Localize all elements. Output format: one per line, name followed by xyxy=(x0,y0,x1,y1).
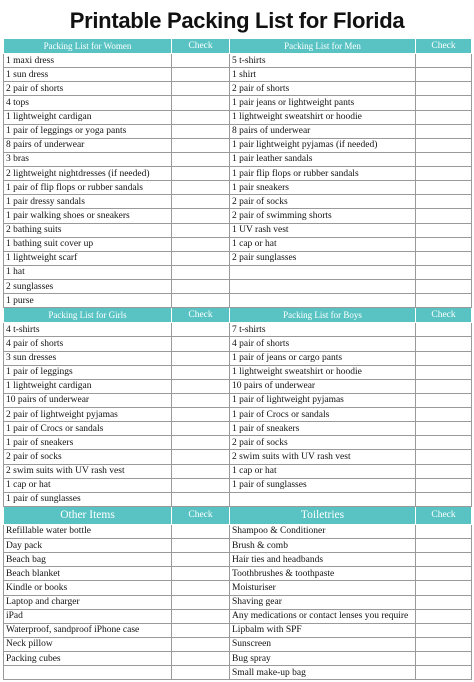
check-cell[interactable] xyxy=(416,237,472,251)
check-cell[interactable] xyxy=(172,595,230,609)
check-cell[interactable] xyxy=(172,209,230,223)
check-cell[interactable] xyxy=(172,581,230,595)
check-cell[interactable] xyxy=(416,666,472,680)
list-item: 1 sun dress xyxy=(4,68,172,82)
list-item: 1 pair of Crocs or sandals xyxy=(230,408,416,422)
check-cell[interactable] xyxy=(416,567,472,581)
check-cell[interactable] xyxy=(416,539,472,553)
list-row xyxy=(4,167,472,181)
list-item: Refillable water bottle xyxy=(4,524,172,538)
list-item: Packing cubes xyxy=(4,652,172,666)
check-cell[interactable] xyxy=(416,408,472,422)
check-cell[interactable] xyxy=(416,351,472,365)
check-cell[interactable] xyxy=(416,138,472,152)
check-cell[interactable] xyxy=(172,223,230,237)
list-row xyxy=(4,237,472,251)
list-item: Shaving gear xyxy=(230,595,416,609)
list-item: Moisturiser xyxy=(230,581,416,595)
list-item: 1 pair lightweight pyjamas (if needed) xyxy=(230,138,416,152)
list-item: 1 maxi dress xyxy=(4,54,172,68)
list-item: 1 UV rash vest xyxy=(230,223,416,237)
check-cell[interactable] xyxy=(172,637,230,651)
list-row xyxy=(4,152,472,166)
list-item: 2 pair of shorts xyxy=(230,82,416,96)
check-cell[interactable] xyxy=(172,195,230,209)
list-item: 1 shirt xyxy=(230,68,416,82)
list-item: Laptop and charger xyxy=(4,595,172,609)
check-cell[interactable] xyxy=(172,167,230,181)
list-item: 1 pair walking shoes or sneakers xyxy=(4,209,172,223)
check-cell[interactable] xyxy=(416,581,472,595)
check-cell[interactable] xyxy=(172,609,230,623)
list-item: Beach bag xyxy=(4,553,172,567)
check-cell[interactable] xyxy=(172,138,230,152)
list-row xyxy=(4,609,472,623)
list-row xyxy=(4,478,472,492)
check-cell[interactable] xyxy=(416,379,472,393)
list-row xyxy=(4,209,472,223)
check-cell[interactable] xyxy=(416,422,472,436)
check-column-header: Check xyxy=(172,506,230,524)
list-item: 2 pair of shorts xyxy=(4,82,172,96)
list-item: 2 pair of socks xyxy=(4,450,172,464)
left-section-header: Other Items xyxy=(4,506,172,524)
check-cell[interactable] xyxy=(416,82,472,96)
check-cell[interactable] xyxy=(172,567,230,581)
list-item: Sunscreen xyxy=(230,637,416,651)
check-cell[interactable] xyxy=(172,450,230,464)
left-section-header: Packing List for Girls xyxy=(4,308,172,323)
check-cell[interactable] xyxy=(416,524,472,538)
list-row xyxy=(4,323,472,337)
list-item: 2 lightweight nightdresses (if needed) xyxy=(4,167,172,181)
check-cell[interactable] xyxy=(172,110,230,124)
check-cell[interactable] xyxy=(416,181,472,195)
list-item: 1 cap or hat xyxy=(230,237,416,251)
list-item: 1 pair of sunglasses xyxy=(230,478,416,492)
list-item xyxy=(4,666,172,680)
list-row xyxy=(4,652,472,666)
list-item: 4 pair of shorts xyxy=(4,337,172,351)
list-row xyxy=(4,265,472,279)
list-item: 1 pair of leggings xyxy=(4,365,172,379)
list-item: 10 pairs of underwear xyxy=(230,379,416,393)
check-cell[interactable] xyxy=(416,110,472,124)
list-item: 1 pair of flip flops or rubber sandals xyxy=(4,181,172,195)
list-item: 8 pairs of underwear xyxy=(4,138,172,152)
list-item: 2 pair sunglasses xyxy=(230,251,416,265)
check-cell[interactable] xyxy=(416,450,472,464)
list-item: 1 pair of jeans or cargo pants xyxy=(230,351,416,365)
list-row xyxy=(4,539,472,553)
list-row xyxy=(4,408,472,422)
check-cell[interactable] xyxy=(172,492,230,506)
list-item: Shampoo & Conditioner xyxy=(230,524,416,538)
check-cell[interactable] xyxy=(172,323,230,337)
list-item: 2 pair of socks xyxy=(230,436,416,450)
check-cell[interactable] xyxy=(416,209,472,223)
list-item: 3 sun dresses xyxy=(4,351,172,365)
list-row xyxy=(4,436,472,450)
list-item: Brush & comb xyxy=(230,539,416,553)
list-item: 1 pair dressy sandals xyxy=(4,195,172,209)
list-item: Day pack xyxy=(4,539,172,553)
check-cell[interactable] xyxy=(416,553,472,567)
list-item: 1 pair of sunglasses xyxy=(4,492,172,506)
check-cell[interactable] xyxy=(416,68,472,82)
check-column-header: Check xyxy=(172,39,230,54)
check-cell[interactable] xyxy=(416,623,472,637)
list-item: 7 t-shirts xyxy=(230,323,416,337)
section-header-row xyxy=(4,308,472,323)
check-cell[interactable] xyxy=(416,637,472,651)
check-cell[interactable] xyxy=(172,351,230,365)
check-cell[interactable] xyxy=(172,652,230,666)
list-row xyxy=(4,82,472,96)
list-item: 4 pair of shorts xyxy=(230,337,416,351)
list-row xyxy=(4,422,472,436)
list-item: 4 tops xyxy=(4,96,172,110)
check-cell[interactable] xyxy=(416,609,472,623)
check-cell[interactable] xyxy=(172,82,230,96)
list-item: 1 lightweight sweatshirt or hoodie xyxy=(230,110,416,124)
list-row xyxy=(4,294,472,308)
check-cell[interactable] xyxy=(416,337,472,351)
list-row xyxy=(4,666,472,680)
list-row xyxy=(4,492,472,506)
list-item: 4 t-shirts xyxy=(4,323,172,337)
list-item: 1 purse xyxy=(4,294,172,308)
check-cell[interactable] xyxy=(172,265,230,279)
list-row xyxy=(4,524,472,538)
check-cell[interactable] xyxy=(416,265,472,279)
list-item: 1 lightweight cardigan xyxy=(4,379,172,393)
list-row xyxy=(4,379,472,393)
list-item xyxy=(230,492,416,506)
check-cell[interactable] xyxy=(172,54,230,68)
list-item: 1 pair leather sandals xyxy=(230,152,416,166)
check-cell[interactable] xyxy=(172,251,230,265)
list-item: 1 bathing suit cover up xyxy=(4,237,172,251)
check-cell[interactable] xyxy=(416,492,472,506)
list-row xyxy=(4,567,472,581)
check-cell[interactable] xyxy=(172,393,230,407)
list-row xyxy=(4,54,472,68)
check-column-header: Check xyxy=(416,39,472,54)
check-cell[interactable] xyxy=(416,251,472,265)
list-item: 8 pairs of underwear xyxy=(230,124,416,138)
packing-list-table xyxy=(3,38,472,680)
check-cell[interactable] xyxy=(416,280,472,294)
check-cell[interactable] xyxy=(416,323,472,337)
list-item: 1 lightweight sweatshirt or hoodie xyxy=(230,365,416,379)
list-item: 1 hat xyxy=(4,265,172,279)
check-cell[interactable] xyxy=(416,167,472,181)
list-row xyxy=(4,393,472,407)
check-cell[interactable] xyxy=(172,237,230,251)
list-item: Toothbrushes & toothpaste xyxy=(230,567,416,581)
list-item: 2 bathing suits xyxy=(4,223,172,237)
list-item: 2 pair of swimming shorts xyxy=(230,209,416,223)
check-cell[interactable] xyxy=(416,152,472,166)
list-item: 1 lightweight scarf xyxy=(4,251,172,265)
check-cell[interactable] xyxy=(172,68,230,82)
list-item: 2 swim suits with UV rash vest xyxy=(4,464,172,478)
list-row xyxy=(4,68,472,82)
list-row xyxy=(4,553,472,567)
check-cell[interactable] xyxy=(172,379,230,393)
list-item: 1 pair jeans or lightweight pants xyxy=(230,96,416,110)
list-row xyxy=(4,464,472,478)
check-cell[interactable] xyxy=(172,408,230,422)
check-cell[interactable] xyxy=(416,294,472,308)
check-cell[interactable] xyxy=(172,436,230,450)
list-row xyxy=(4,124,472,138)
list-item: 1 pair of Crocs or sandals xyxy=(4,422,172,436)
list-row xyxy=(4,637,472,651)
list-item: 1 pair sneakers xyxy=(230,181,416,195)
list-item: Hair ties and headbands xyxy=(230,553,416,567)
list-item: Waterproof, sandproof iPhone case xyxy=(4,623,172,637)
check-cell[interactable] xyxy=(416,464,472,478)
check-cell[interactable] xyxy=(172,553,230,567)
list-row xyxy=(4,280,472,294)
list-row xyxy=(4,251,472,265)
list-item: Bug spray xyxy=(230,652,416,666)
list-item: 2 pair of socks xyxy=(230,195,416,209)
list-item: 1 pair of sneakers xyxy=(230,422,416,436)
check-column-header: Check xyxy=(172,308,230,323)
left-section-header: Packing List for Women xyxy=(4,39,172,54)
check-cell[interactable] xyxy=(172,96,230,110)
check-cell[interactable] xyxy=(416,478,472,492)
list-row xyxy=(4,595,472,609)
list-item: 3 bras xyxy=(4,152,172,166)
list-row xyxy=(4,181,472,195)
list-item: 1 cap or hat xyxy=(230,464,416,478)
check-cell[interactable] xyxy=(172,524,230,538)
list-row xyxy=(4,365,472,379)
check-cell[interactable] xyxy=(416,436,472,450)
check-cell[interactable] xyxy=(172,181,230,195)
list-item: Kindle or books xyxy=(4,581,172,595)
check-cell[interactable] xyxy=(172,422,230,436)
list-item: Any medications or contact lenses you require xyxy=(230,609,416,623)
list-row xyxy=(4,96,472,110)
list-item: 5 t-shirts xyxy=(230,54,416,68)
check-cell[interactable] xyxy=(172,365,230,379)
check-column-header: Check xyxy=(416,308,472,323)
check-cell[interactable] xyxy=(416,652,472,666)
list-item xyxy=(230,265,416,279)
right-section-header: Toiletries xyxy=(230,506,416,524)
check-cell[interactable] xyxy=(416,54,472,68)
list-item: Lipbalm with SPF xyxy=(230,623,416,637)
section-header-row xyxy=(4,506,472,524)
list-row xyxy=(4,581,472,595)
check-cell[interactable] xyxy=(416,223,472,237)
list-row xyxy=(4,623,472,637)
check-cell[interactable] xyxy=(416,124,472,138)
check-cell[interactable] xyxy=(172,280,230,294)
list-row xyxy=(4,351,472,365)
list-item: 1 lightweight cardigan xyxy=(4,110,172,124)
check-cell[interactable] xyxy=(416,96,472,110)
list-item: 2 pair of lightweight pyjamas xyxy=(4,408,172,422)
list-item: 1 pair of sneakers xyxy=(4,436,172,450)
list-item: 1 pair of lightweight pyjamas xyxy=(230,393,416,407)
list-item: Neck pillow xyxy=(4,637,172,651)
check-cell[interactable] xyxy=(416,393,472,407)
check-cell[interactable] xyxy=(416,195,472,209)
check-cell[interactable] xyxy=(172,478,230,492)
list-row xyxy=(4,110,472,124)
list-item: 2 swim suits with UV rash vest xyxy=(230,450,416,464)
check-cell[interactable] xyxy=(172,152,230,166)
right-section-header: Packing List for Boys xyxy=(230,308,416,323)
page-title: Printable Packing List for Florida xyxy=(69,8,405,33)
check-cell[interactable] xyxy=(172,623,230,637)
check-column-header: Check xyxy=(416,506,472,524)
check-cell[interactable] xyxy=(172,294,230,308)
list-item: Beach blanket xyxy=(4,567,172,581)
check-cell[interactable] xyxy=(172,539,230,553)
right-section-header: Packing List for Men xyxy=(230,39,416,54)
list-item: iPad xyxy=(4,609,172,623)
list-row xyxy=(4,138,472,152)
list-row xyxy=(4,450,472,464)
section-header-row xyxy=(4,39,472,54)
list-item xyxy=(230,280,416,294)
list-item: 1 cap or hat xyxy=(4,478,172,492)
list-item: Small make-up bag xyxy=(230,666,416,680)
check-cell[interactable] xyxy=(172,337,230,351)
list-item: 10 pairs of underwear xyxy=(4,393,172,407)
list-item: 1 pair of leggings or yoga pants xyxy=(4,124,172,138)
list-item: 1 pair flip flops or rubber sandals xyxy=(230,167,416,181)
list-row xyxy=(4,337,472,351)
check-cell[interactable] xyxy=(416,595,472,609)
check-cell[interactable] xyxy=(172,124,230,138)
check-cell[interactable] xyxy=(416,365,472,379)
list-item xyxy=(230,294,416,308)
list-item: 2 sunglasses xyxy=(4,280,172,294)
check-cell[interactable] xyxy=(172,464,230,478)
check-cell[interactable] xyxy=(172,666,230,680)
list-row xyxy=(4,223,472,237)
list-row xyxy=(4,195,472,209)
